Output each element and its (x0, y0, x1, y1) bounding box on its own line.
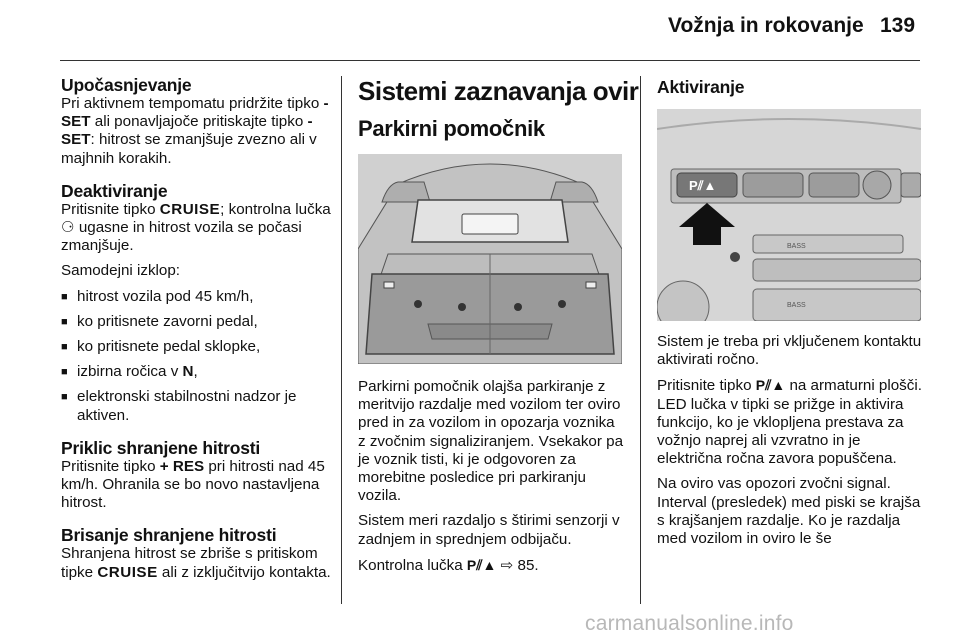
column-right (657, 76, 923, 548)
list-item: ■ hitrost vozila pod 45 km/h, (61, 288, 333, 306)
text-fragment: : hitrost se zmanjšuje zvezno ali v majhnih korakih. (61, 131, 317, 167)
sensors-description: Sistem meri razdaljo s štirimi senzorji v zadnjem in sprednjem odbijaču. (358, 512, 620, 548)
parking-assist-description: Parkirni pomočnik olajša parkiranje z meritvijo razdalje med vozilom ter oviro pred in za vozilom in opozarja voznika z zvočnim signaliziranjem. Vsekakor pa je voznik tisti, ki je odgovoren za morebitne posledice pri parkiranju vozila. (358, 378, 624, 505)
text-fragment: Pritisnite tipko (61, 200, 160, 218)
dashboard-button-illustration (657, 109, 921, 321)
key-cruise: CRUISE (159, 200, 221, 218)
section-title-activation: Aktiviranje (657, 77, 745, 97)
text-fragment: pri hitrosti nad 45 km/h. Ohranila se bo novo nastavljena hitrost. (61, 457, 325, 512)
decelerating-text (61, 95, 333, 168)
section-title-decelerating: Upočasnjevanje (61, 75, 192, 95)
parking-assist-icon: P⫽▲ (755, 377, 786, 394)
page-reference: ⇨ 85. (496, 556, 539, 574)
text-fragment: Pri aktivnem tempomatu pridržite tipko (61, 95, 324, 112)
parking-sensor (514, 303, 522, 311)
car-rear-illustration (358, 154, 622, 364)
list-item (61, 363, 333, 381)
deactivation-text (61, 201, 333, 256)
key-cruise: CRUISE (97, 563, 158, 581)
column-divider-1 (341, 76, 342, 604)
column-middle (358, 76, 639, 575)
text-fragment: ugasne in hitrost vozila se počasi zmanjšuje. (61, 219, 302, 255)
watermark: carmanualsonline.info (585, 612, 794, 635)
bass-label: BASS (787, 243, 806, 250)
key-n: N (182, 363, 194, 381)
parking-sensor (458, 303, 466, 311)
text-fragment: Pritisnite tipko (657, 377, 756, 395)
chapter-heading: Sistemi zaznavanja ovir (358, 76, 639, 106)
text-fragment: Pritisnite tipko (61, 457, 160, 475)
page-number: 139 (880, 14, 916, 37)
header-rule (60, 60, 920, 61)
key-res: + RES (159, 457, 205, 475)
key-set: - SET (61, 113, 313, 149)
text-fragment: izbirna ročica v (77, 363, 183, 381)
column-left (61, 76, 333, 582)
text-fragment: ali z izključitvijo kontakta. (157, 563, 331, 581)
resume-speed-text (61, 458, 333, 513)
cruise-control-icon: ⚆ (61, 219, 75, 237)
section-heading-parking-assist: Parkirni pomočnik (358, 116, 545, 141)
parking-assist-button-label: P⫽▲ (689, 178, 717, 193)
auto-off-label: Samodejni izklop: (61, 262, 181, 280)
text-fragment: ; kontrolna lučka (220, 200, 331, 218)
page-header-title: Vožnja in rokovanje (668, 14, 864, 37)
section-title-deactivation: Deaktiviranje (61, 180, 168, 201)
activation-text-1: Sistem je treba pri vključenem kontaktu aktivirati ročno. (657, 333, 922, 369)
bass-label-2: BASS (787, 302, 806, 309)
column-divider-2 (640, 76, 641, 604)
parking-assist-icon: P⫽▲ (466, 556, 497, 573)
text-fragment: Kontrolna lučka (358, 556, 467, 574)
text-fragment: na armaturni plošči. LED lučka v tipki se prižge in aktivira funkcijo, ko je vklopljena prestava za vožnjo naprej ali vzvratno in je električna ročna zavora popuščena. (657, 377, 922, 468)
text-fragment: ali ponavljajoče pritiskajte tipko (90, 113, 308, 131)
text-fragment: , (193, 363, 198, 381)
activation-text-2 (657, 376, 923, 468)
warning-signal-text: Na oviro vas opozori zvočni signal. Interval (presledek) med piski se krajša s krajšanjem razdalje. Ko je razdalja med vozilom in oviro le še (657, 475, 921, 548)
delete-speed-text (61, 545, 333, 581)
text-fragment: Shranjena hitrost se zbriše s pritiskom tipke (61, 545, 318, 581)
list-item: ■ ko pritisnete pedal sklopke, (61, 338, 333, 356)
section-title-delete-speed: Brisanje shranjene hitrosti (61, 525, 277, 546)
parking-sensor (558, 300, 566, 308)
section-title-resume-speed: Priklic shranjene hitrosti (61, 437, 261, 458)
parking-sensor (414, 300, 422, 308)
auto-off-list (61, 288, 333, 425)
key-set: - SET (61, 95, 329, 131)
list-item: ■ ko pritisnete zavorni pedal, (61, 313, 333, 331)
list-item: ■ elektronski stabilnostni nadzor je aktiven. (61, 388, 333, 424)
control-light-reference (358, 556, 624, 575)
